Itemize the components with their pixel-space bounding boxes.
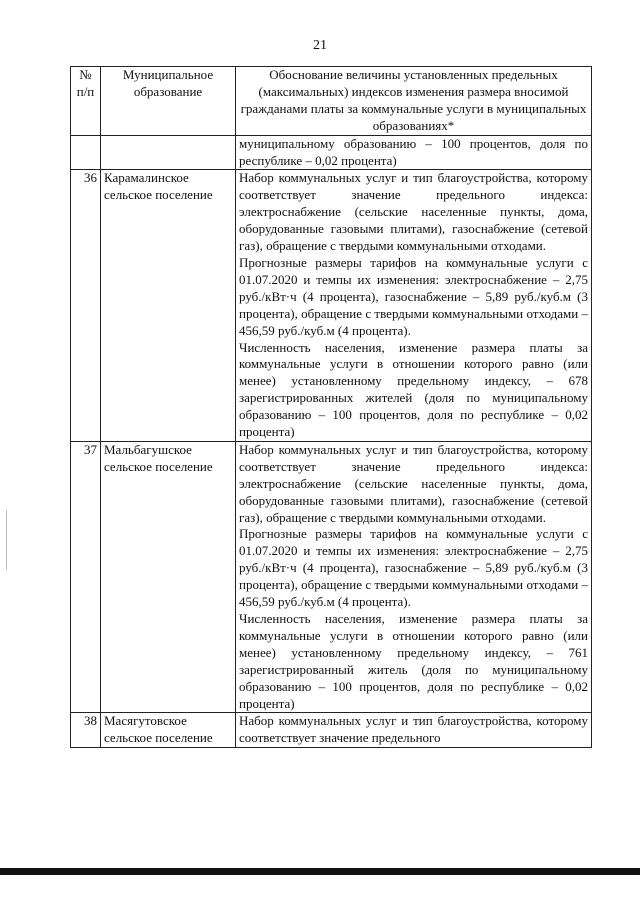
table-header-row (71, 67, 592, 136)
tariff-table (70, 66, 592, 748)
continuation-name (101, 135, 236, 170)
row-paragraph-population: Численность населения, изменение размера платы за коммунальные услуги в отношении которого равно (или менее) установленному предельному индексу, – 761 зарегистрированный житель (доля по муниципальному образованию – 100 процентов, доля по республике – 0,02 процента) (239, 611, 588, 711)
row-num: 38 (71, 713, 101, 748)
row-paragraph-services: Набор коммунальных услуг и тип благоустройства, которому соответствует значение предельного (239, 713, 588, 746)
row-paragraph-population: Численность населения, изменение размера платы за коммунальные услуги в отношении которого равно (или менее) установленному предельному индексу, – 678 зарегистрированных жителей (доля по муниципальному образованию – 100 процентов, доля по республике – 0,02 процента) (239, 339, 588, 440)
row-municipality: Масягутовское сельское поселение (101, 713, 236, 748)
scan-bottom-bar (0, 868, 640, 875)
row-num: 36 (71, 170, 101, 442)
row-num: 37 (71, 441, 101, 713)
row-justification (236, 713, 592, 748)
scan-edge-mark (6, 510, 7, 570)
continuation-num (71, 135, 101, 170)
row-paragraph-tariffs: Прогнозные размеры тарифов на коммунальные услуги с 01.07.2020 и темпы их изменения: электроснабжение – 2,75 руб./кВт·ч (4 процента), газоснабжение – 5,89 руб./куб.м (3 процента), обращение с твердыми коммунальными отходами – 456,59 руб./куб.м (4 процента). (239, 526, 588, 610)
continuation-row (71, 135, 592, 170)
table-row (71, 713, 592, 748)
row-justification (236, 170, 592, 442)
row-municipality: Мальбагушское сельское поселение (101, 441, 236, 713)
header-justification: Обоснование величины установленных предельных (максимальных) индексов изменения размера вносимой гражданами платы за коммунальные услуги в муниципальных образованиях* (236, 67, 592, 136)
table-row (71, 170, 592, 442)
table-row (71, 441, 592, 713)
row-justification (236, 441, 592, 713)
continuation-text: муниципальному образованию – 100 процентов, доля по республике – 0,02 процента) (236, 135, 592, 170)
page-number: 21 (313, 38, 327, 53)
header-num: № п/п (71, 67, 101, 136)
row-paragraph-services: Набор коммунальных услуг и тип благоустройства, которому соответствует значение предельного индекса: электроснабжение (сельские населенные пункты, дома, оборудованные газовыми плитами), газоснабжение (сетевой газ), обращение с твердыми коммунальными отходами. (239, 441, 588, 525)
row-municipality: Карамалинское сельское поселение (101, 170, 236, 442)
row-paragraph-tariffs: Прогнозные размеры тарифов на коммунальные услуги с 01.07.2020 и темпы их изменения: электроснабжение – 2,75 руб./кВт·ч (4 процента), газоснабжение – 5,89 руб./куб.м (3 процента), обращение с твердыми коммунальными отходами – 456,59 руб./куб.м (4 процента). (239, 254, 588, 338)
row-paragraph-services: Набор коммунальных услуг и тип благоустройства, которому соответствует значение предельного индекса: электроснабжение (сельские населенные пункты, дома, оборудованные газовыми плитами), газоснабжение (сетевой газ), обращение с твердыми коммунальными отходами. (239, 170, 588, 254)
header-municipality: Муниципальное образование (101, 67, 236, 136)
